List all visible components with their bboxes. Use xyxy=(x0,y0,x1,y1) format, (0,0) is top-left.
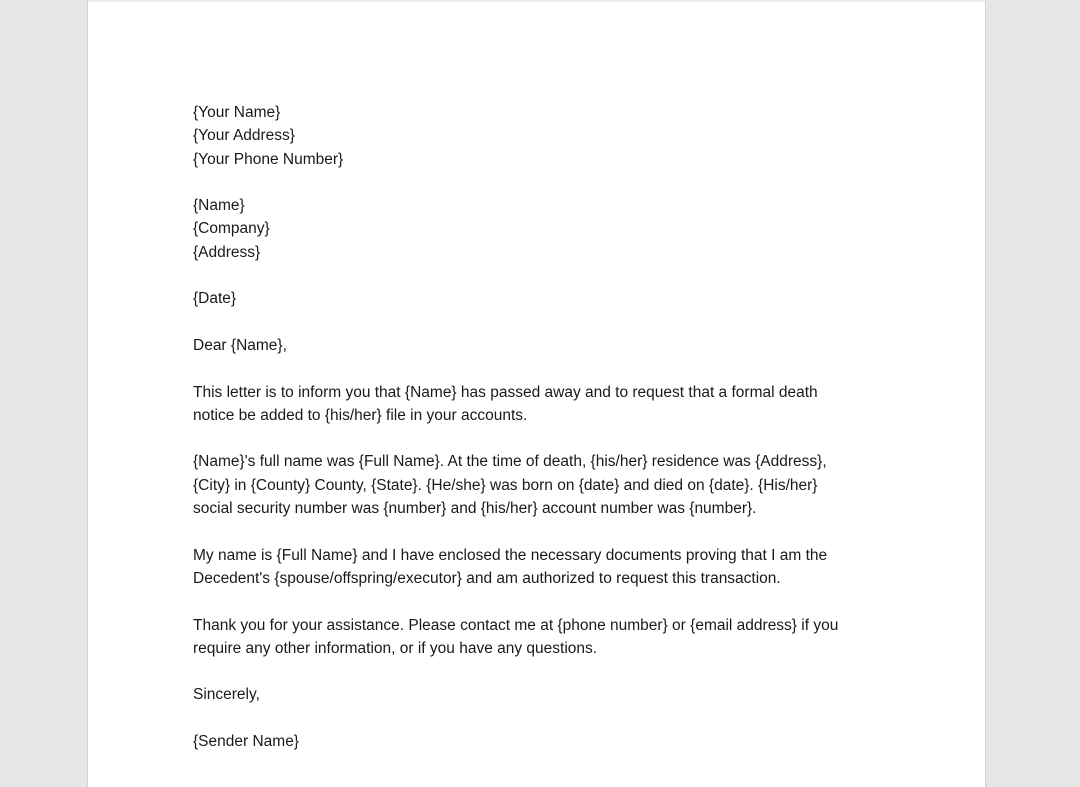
signature: {Sender Name} xyxy=(193,733,299,751)
document-page xyxy=(87,0,986,787)
paragraph-line: {City} in {County} County, {State}. {He/she} was born on {date} and died on {date}. {His/her} xyxy=(193,476,818,494)
paragraph-line: Thank you for your assistance. Please contact me at {phone number} or {email address} if you xyxy=(193,616,839,634)
paragraph-line: require any other information, or if you have any questions. xyxy=(193,639,598,657)
letter-body[interactable] xyxy=(193,101,893,753)
paragraph-line: {Name}'s full name was {Full Name}. At the time of death, {his/her} residence was {Address}, xyxy=(193,453,827,471)
recipient-name: {Name} xyxy=(193,197,245,215)
paragraph-line: Decedent's {spouse/offspring/executor} and am authorized to request this transaction. xyxy=(193,569,781,587)
paragraph-line: social security number was {number} and {his/her} account number was {number}. xyxy=(193,500,757,518)
sender-phone: {Your Phone Number} xyxy=(193,150,344,168)
paragraph-line: notice be added to {his/her} file in your accounts. xyxy=(193,406,528,424)
letter-date: {Date} xyxy=(193,290,237,308)
recipient-address: {Address} xyxy=(193,243,261,261)
paragraph-line: My name is {Full Name} and I have enclosed the necessary documents proving that I am the xyxy=(193,546,828,564)
recipient-company: {Company} xyxy=(193,220,270,238)
paragraph-line: This letter is to inform you that {Name} has passed away and to request that a formal death xyxy=(193,383,818,401)
sender-address: {Your Address} xyxy=(193,127,295,145)
sender-name: {Your Name} xyxy=(193,104,281,121)
salutation: Dear {Name}, xyxy=(193,336,287,354)
closing: Sincerely, xyxy=(193,686,260,704)
